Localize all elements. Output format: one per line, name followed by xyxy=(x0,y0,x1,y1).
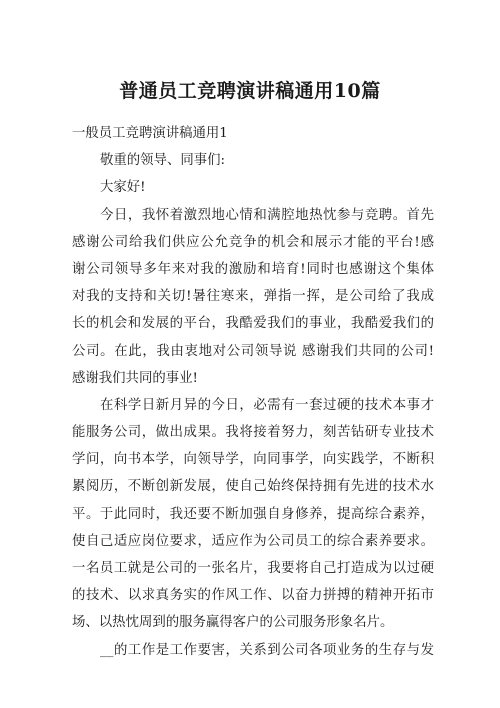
paragraph-line: 一名员工就是公司的一张名片，我要将自己打造成为以过硬 xyxy=(72,561,434,576)
paragraph-line: 平。于此同时，我还要不断加强自身修养，提高综合素养， xyxy=(72,506,434,522)
section-heading: 一般员工竞聘演讲稿通用1 xyxy=(72,126,228,141)
document-body xyxy=(72,120,434,664)
paragraph-line: 学问，向书本学，向领导学，向同事学，向实践学，不断积 xyxy=(72,452,434,468)
paragraph-line: 场、以热忱周到的服务赢得客户的公司服务形象名片。 xyxy=(72,615,394,631)
salutation: 敬重的领导、同事们: xyxy=(100,153,226,169)
paragraph-line: 感谢公司给我们供应公允竞争的机会和展示才能的平台!感 xyxy=(72,234,434,250)
greeting: 大家好! xyxy=(100,180,146,196)
paragraph-line: 感谢我们共同的事业! xyxy=(72,370,198,386)
paragraph-line: __的工作是工作要害，关系到公司各项业务的生存与发 xyxy=(100,642,434,658)
paragraph-line: 能服务公司，做出成果。我将接着努力，刻苦钻研专业技术 xyxy=(72,425,434,441)
paragraph-line: 今日，我怀着激烈地心情和满腔地热忱参与竞聘。首先 xyxy=(100,207,434,223)
paragraph-line: 对我的支持和关切!暑往寒来，弹指一挥，是公司给了我成 xyxy=(72,289,434,305)
paragraph-line: 公司。在此，我由衷地对公司领导说 感谢我们共同的公司! xyxy=(72,343,434,359)
paragraph-line: 累阅历，不断创新发展，使自己始终保持拥有先进的技术水 xyxy=(72,479,434,495)
document-title: 普通员工竞聘演讲稿通用10篇 xyxy=(119,80,381,102)
paragraph-line: 使自己适应岗位要求，适应作为公司员工的综合素养要求。 xyxy=(72,533,434,549)
paragraph-line: 谢公司领导多年来对我的激励和培育!同时也感谢这个集体 xyxy=(72,261,434,277)
paragraph-line: 的技术、以求真务实的作风工作、以奋力拼搏的精神开拓市 xyxy=(72,588,434,604)
paragraph-line: 在科学日新月异的今日，必需有一套过硬的技术本事才 xyxy=(100,397,434,413)
paragraph-line: 长的机会和发展的平台，我酷爱我们的事业，我酷爱我们的 xyxy=(72,316,434,332)
